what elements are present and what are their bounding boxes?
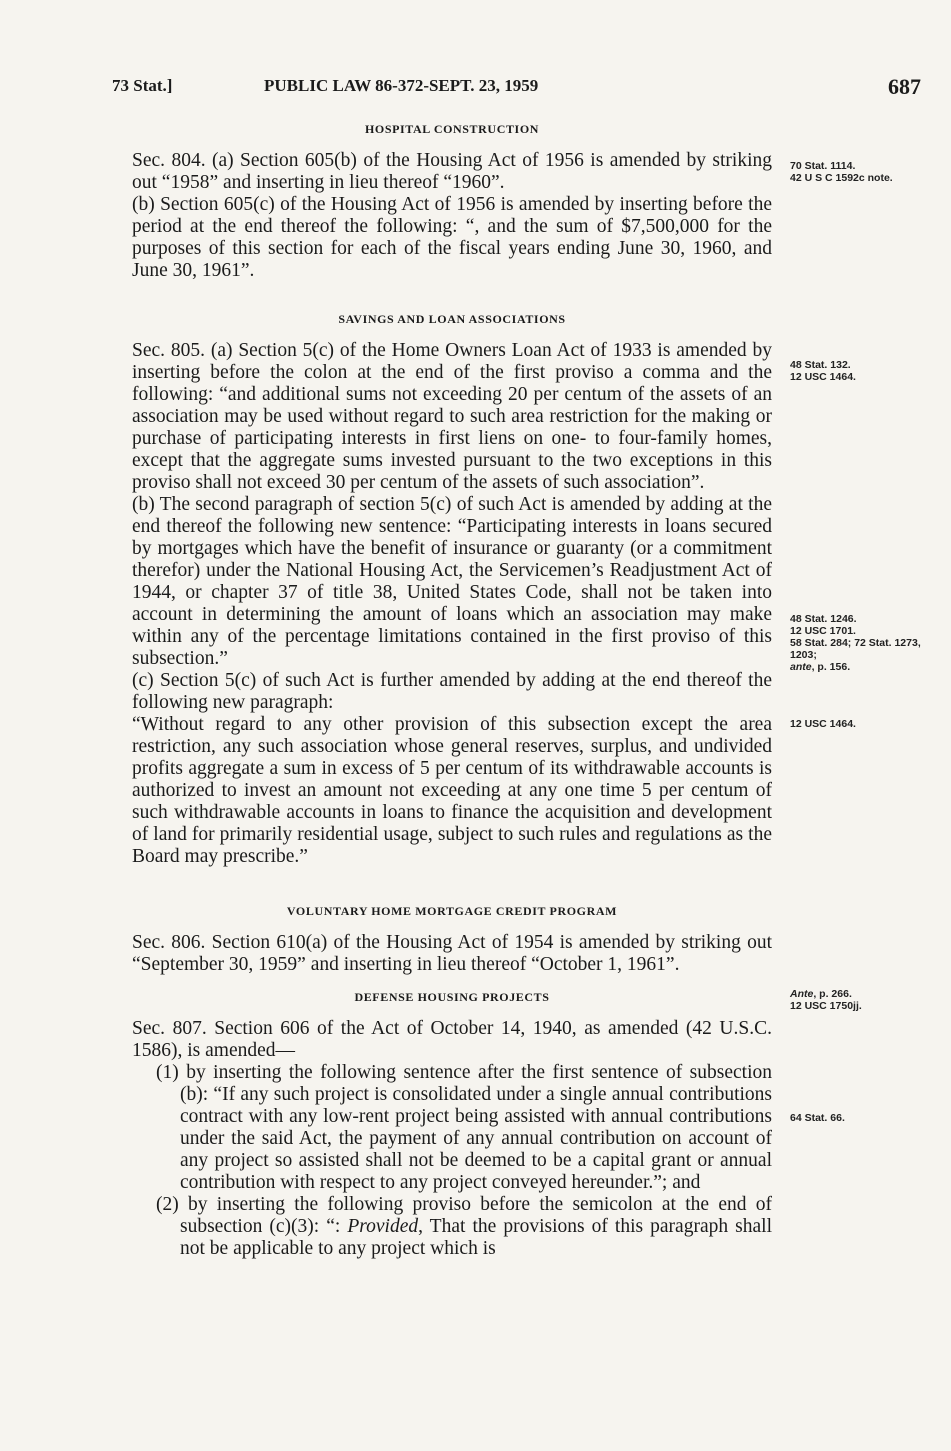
margin-note-64-stat-66: 64 Stat. 66.	[790, 1112, 845, 1124]
document-body	[132, 110, 772, 1260]
running-title: PUBLIC LAW 86-372-SEPT. 23, 1959	[264, 76, 539, 95]
ante-italic: ante	[790, 661, 812, 673]
margin-note-48-stat-1246: 48 Stat. 1246.	[790, 613, 857, 625]
section-806: Sec. 806. Section 610(a) of the Housing Act of 1954 is amended by striking out “September 30, 1959” and inserting in lieu thereof “October 1, 1961”.	[132, 932, 772, 975]
section-804-a: Sec. 804. (a) Section 605(b) of the Housing Act of 1956 is amended by striking out “1958” and inserting in lieu thereof “1960”.	[132, 150, 772, 193]
section-807-item-2	[156, 1194, 772, 1260]
section-805-c-quote: “Without regard to any other provision of this subsection except the area restriction, any such association whose general reserves, surplus, and undivided profits aggregate a sum in excess of 5 per centum of its withdrawable accounts is authorized to invest an amount not exceeding at any one time 5 per centum of such withdrawable accounts in loans to finance the acquisition and development of land for primarily residential usage, subject to such rules and regulations as the Board may prescribe.”	[132, 714, 772, 867]
margin-note-ante-p-266	[790, 988, 930, 1000]
margin-note-12-usc-1750jj: 12 USC 1750jj.	[790, 1000, 862, 1012]
margin-note-70-stat: 70 Stat. 1114.	[790, 160, 856, 172]
volume-reference: 73 Stat.]	[112, 76, 173, 95]
item-2-text-before: (2) by inserting the following proviso before the semicolon at the end of subsection (c)(3): “:	[156, 1194, 772, 1237]
page-number: 687	[888, 74, 921, 99]
ante-page: , p. 156.	[811, 661, 851, 673]
item-2-text-after: , That the provisions of this paragraph shall not be applicable to any project which is	[180, 1216, 772, 1259]
heading-hospital-construction: HOSPITAL CONSTRUCTION	[364, 122, 540, 136]
ante-italic-2: Ante	[790, 988, 814, 1000]
heading-savings-and-loan: SAVINGS AND LOAN ASSOCIATIONS	[338, 312, 566, 326]
margin-note-58-stat-284: 58 Stat. 284; 72 Stat. 1273, 1203;	[790, 637, 921, 661]
heading-defense-housing: DEFENSE HOUSING PROJECTS	[354, 990, 550, 1004]
section-807-item-1: (1) by inserting the following sentence after the first sentence of subsection (b): “If any such project is consolidated under a single annual contributions contract with any low-rent project being assisted with annual contributions under the said Act, the payment of any annual contribution on account of any project so assisted shall not be deemed to be a capital grant or annual contribution with respect to any project conveyed hereunder.”; and	[156, 1062, 772, 1193]
section-807: Sec. 807. Section 606 of the Act of October 14, 1940, as amended (42 U.S.C. 1586), is amended—	[132, 1018, 772, 1061]
margin-note-48-stat-132: 48 Stat. 132.	[790, 359, 851, 371]
margin-note-12-usc-1464-b: 12 USC 1464.	[790, 718, 856, 730]
margin-note-42-usc-1592c: 42 U S C 1592c note.	[790, 172, 893, 184]
margin-note-12-usc-1464: 12 USC 1464.	[790, 371, 856, 383]
section-805-b: (b) The second paragraph of section 5(c) of such Act is amended by adding at the end thereof the following new sentence: “Participating interests in loans secured by mortgages which have the benefit of insurance or guaranty (or a commitment therefor) under the National Housing Act, the Servicemen’s Readjustment Act of 1944, or chapter 37 of title 38, United States Code, shall not be taken into account in determining the amount of loans which an association may make within any of the percentage limitations contained in the first proviso of this subsection.”	[132, 494, 772, 669]
heading-voluntary-home-mortgage: VOLUNTARY HOME MORTGAGE CREDIT PROGRAM	[286, 904, 618, 918]
margin-note-12-usc-1701: 12 USC 1701.	[790, 625, 856, 637]
margin-note-ante-p-156	[790, 661, 930, 673]
item-2-provided: Provided	[347, 1216, 419, 1237]
section-805-a: Sec. 805. (a) Section 5(c) of the Home Owners Loan Act of 1933 is amended by inserting before the colon at the end of the first proviso a comma and the following: “and additional sums not exceeding 20 per centum of the assets of an association may be used without regard to such area restriction for the making or purchase of participating interests in first liens on one- to four-family homes, except that the aggregate sums invested pursuant to the two exceptions in this proviso shall not exceed 30 per centum of the assets of such association”.	[132, 340, 772, 493]
ante-page-2: , p. 266.	[813, 988, 852, 1000]
section-804-b: (b) Section 605(c) of the Housing Act of 1956 is amended by inserting before the period at the end thereof the following: “, and the sum of $7,500,000 for the purposes of this section for each of the fiscal years ending June 30, 1960, and June 30, 1961”.	[132, 194, 772, 281]
section-805-c: (c) Section 5(c) of such Act is further amended by adding at the end thereof the following new paragraph:	[132, 670, 772, 713]
page-header	[112, 76, 921, 102]
